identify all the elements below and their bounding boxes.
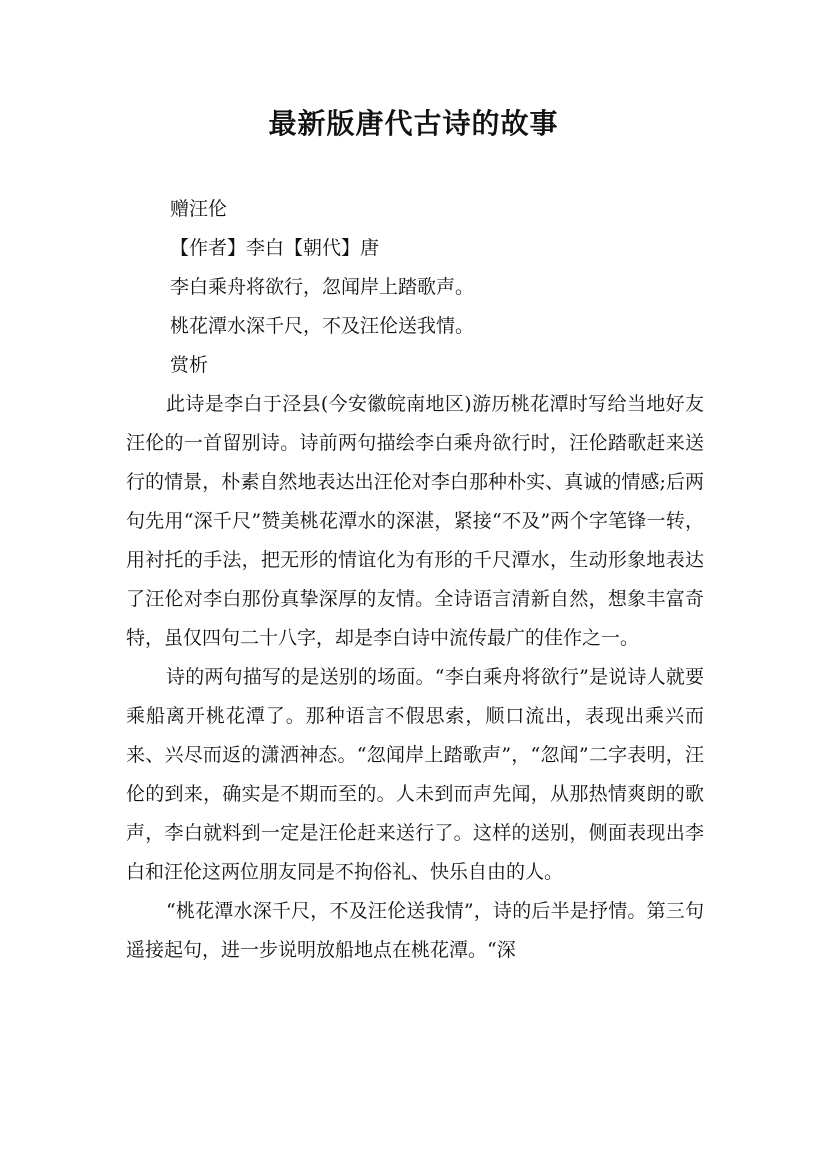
analysis-paragraph: 此诗是李白于泾县(今安徽皖南地区)游历桃花潭时写给当地好友汪伦的一首留别诗。诗前两句描绘李白乘舟欲行时，汪伦踏歌赶来送行的情景，朴素自然地表达出汪伦对李白那种朴实、真诚的情感;后两句先用“深千尺”赞美桃花潭水的深湛，紧接“不及”两个字笔锋一转，用衬托的手法，把无形的情谊化为有形的千尺潭水，生动形象地表达了汪伦对李白那份真挚深厚的友情。全诗语言清新自然，想象丰富奇特，虽仅四句二十八字，却是李白诗中流传最广的佳作之一。 [126, 393, 704, 649]
document-title: 最新版唐代古诗的故事 [268, 107, 559, 140]
poem-title: 赠汪伦 [170, 198, 228, 220]
document-body [126, 190, 704, 970]
analysis-heading: 赏析 [170, 354, 209, 376]
author-line: 【作者】李白【朝代】唐 [170, 237, 380, 259]
verse-line-2: 桃花潭水深千尺，不及汪伦送我情。 [170, 315, 475, 337]
analysis-paragraph: 诗的两句描写的是送别的场面。“李白乘舟将欲行”是说诗人就要乘船离开桃花潭了。那种语言不假思索，顺口流出，表现出乘兴而来、兴尽而返的潇洒神态。“忽闻岸上踏歌声”，“忽闻”二字表明，汪伦的到来，确实是不期而至的。人未到而声先闻，从那热情爽朗的歌声，李白就料到一定是汪伦赶来送行了。这样的送别，侧面表现出李白和汪伦这两位朋友同是不拘俗礼、快乐自由的人。 [126, 666, 704, 883]
verse-line-1: 李白乘舟将欲行，忽闻岸上踏歌声。 [170, 276, 475, 298]
analysis-paragraph: “桃花潭水深千尺，不及汪伦送我情”，诗的后半是抒情。第三句遥接起句，进一步说明放船地点在桃花潭。“深 [126, 900, 704, 961]
